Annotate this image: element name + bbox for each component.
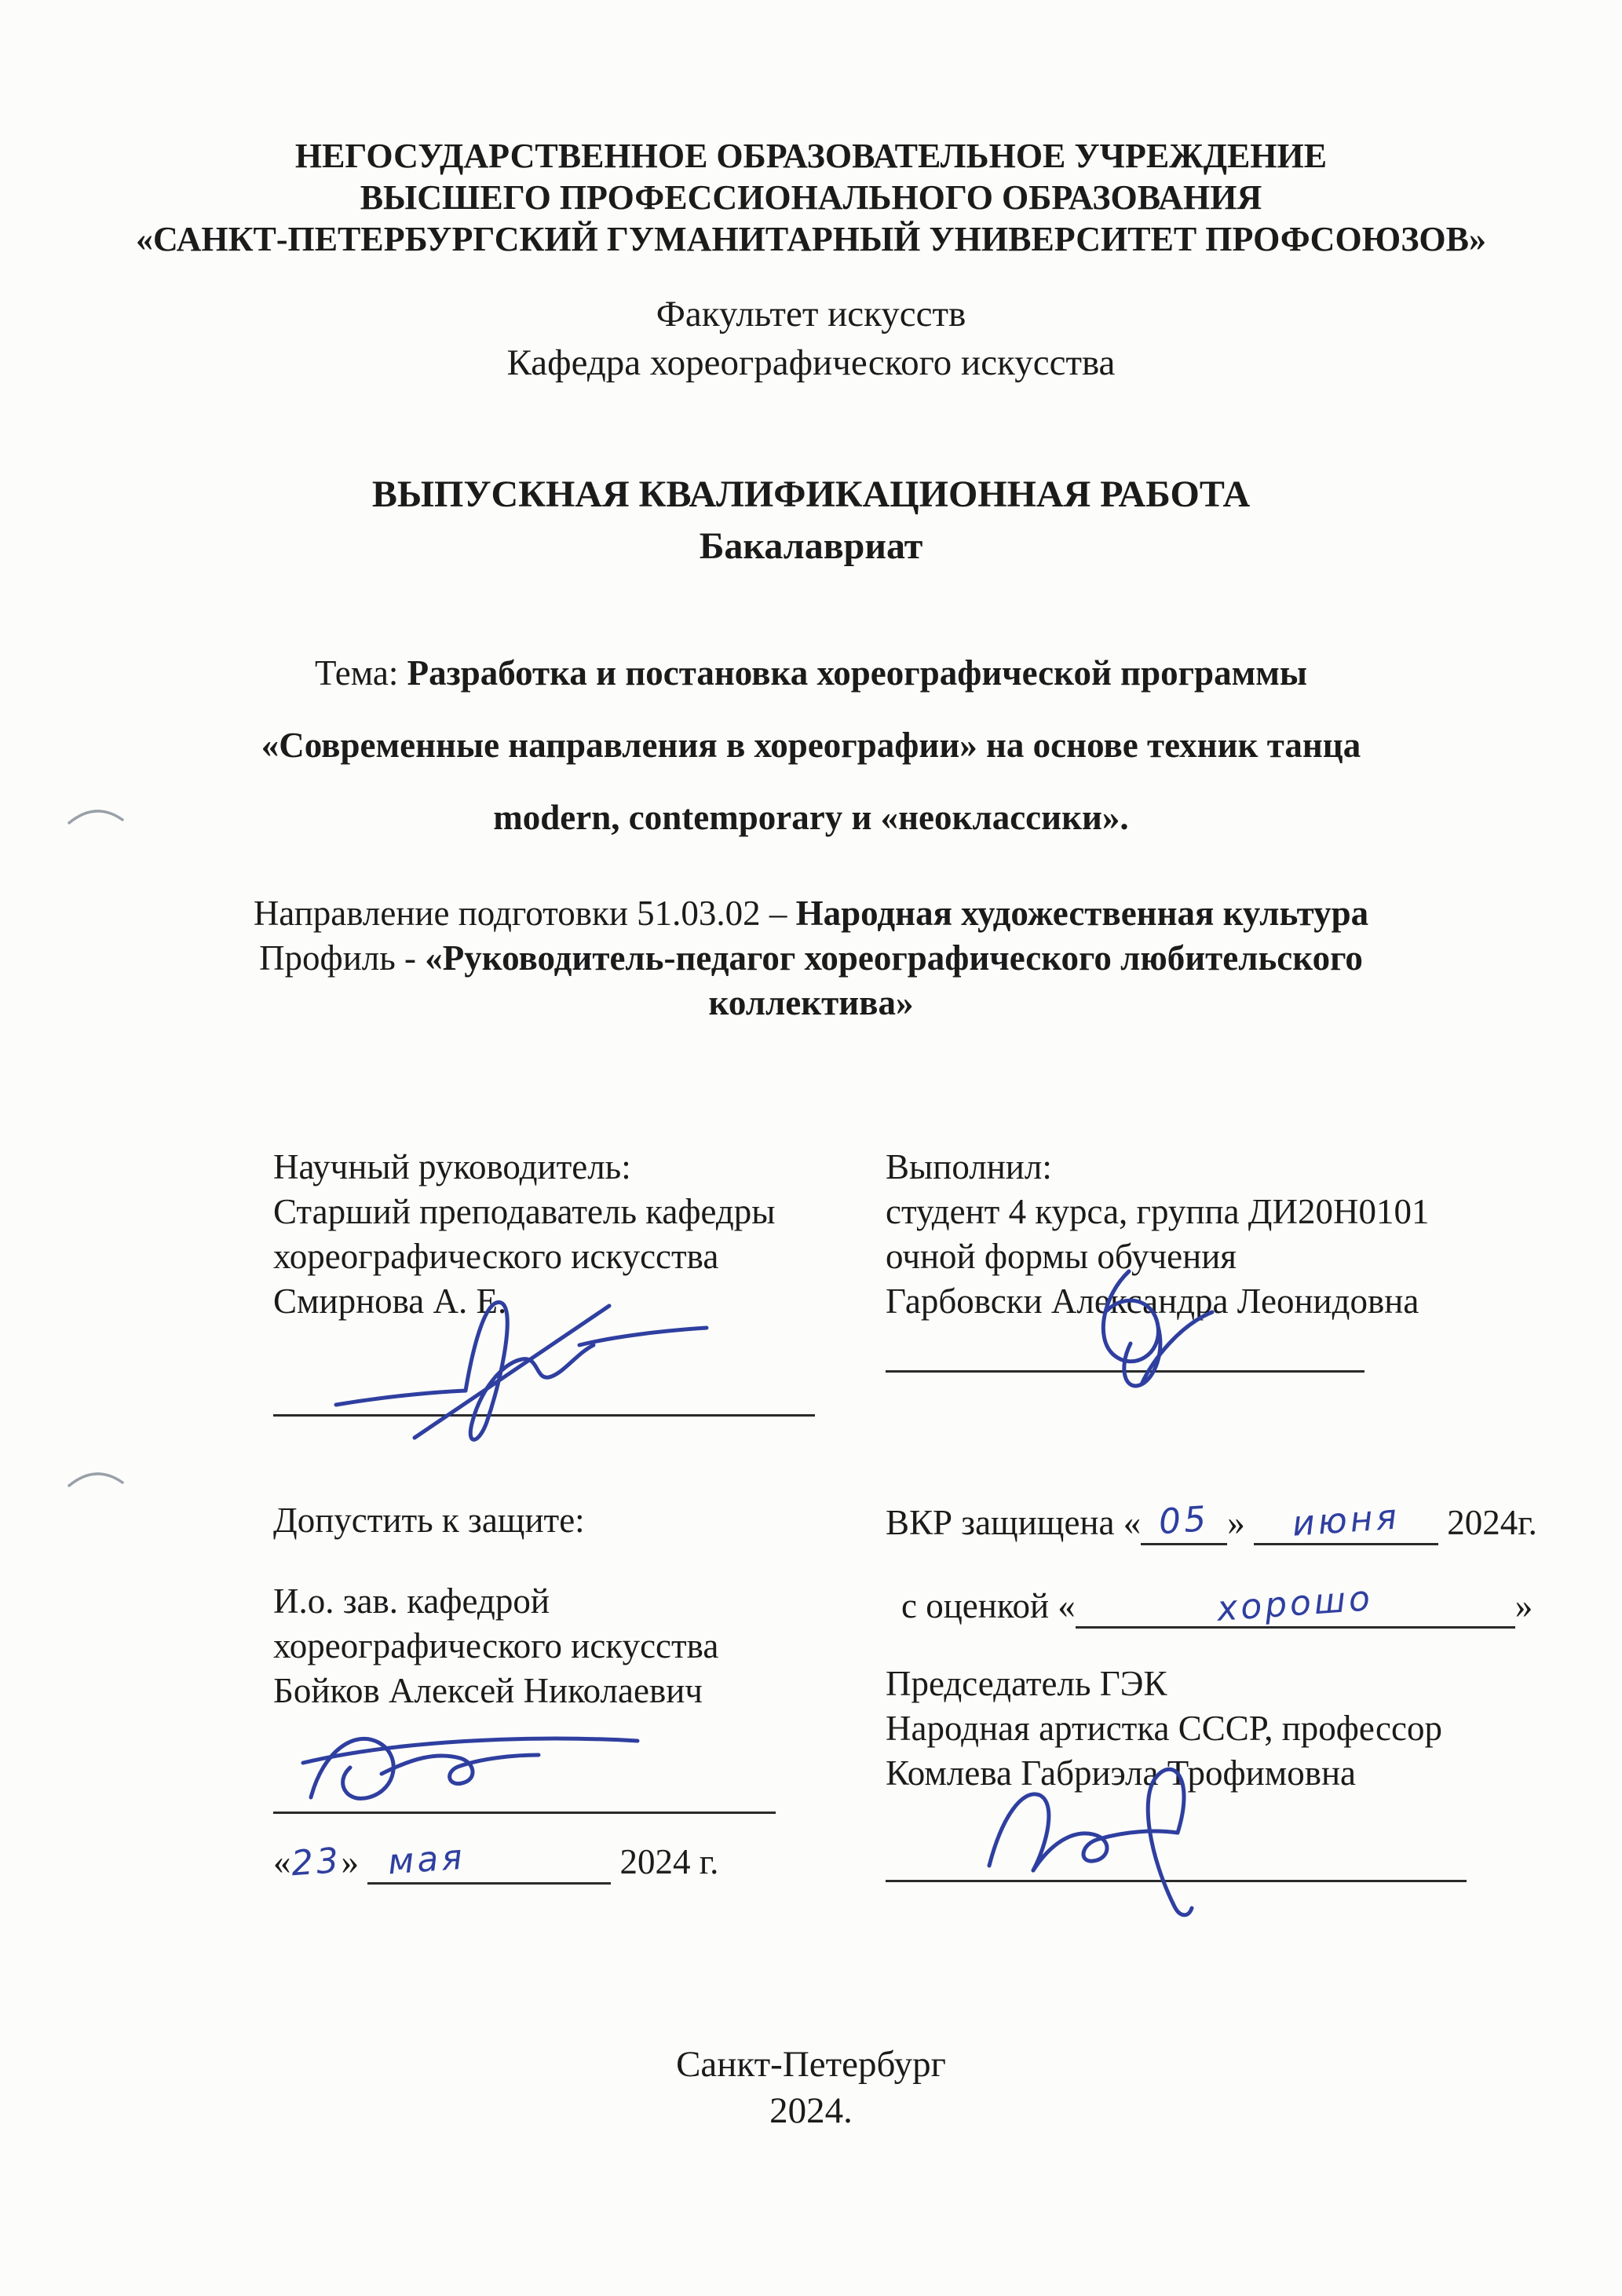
defense-column xyxy=(886,1498,1553,1885)
signatories-row-2 xyxy=(273,1497,1537,1885)
admission-position-2: хореографического искусства xyxy=(273,1626,719,1665)
admission-name: Бойков Алексей Николаевич xyxy=(273,1671,703,1710)
scan-artifact-curve xyxy=(64,1462,127,1493)
grade-value-handwritten: хорошо xyxy=(1215,1578,1375,1629)
direction-line xyxy=(94,891,1528,936)
defense-date-prefix: ВКР защищена « xyxy=(886,1503,1142,1542)
work-title-block xyxy=(0,469,1622,572)
admission-date-month-slot xyxy=(367,1837,611,1885)
defense-date-day-slot xyxy=(1141,1498,1227,1545)
admission-signature xyxy=(278,1694,659,1844)
institution-header xyxy=(86,0,1536,260)
profile-prefix: Профиль - xyxy=(259,938,426,978)
admission-column xyxy=(273,1498,886,1885)
supervisor-position-1: Старший преподаватель кафедры xyxy=(273,1192,776,1231)
quote-close: » xyxy=(1514,1586,1533,1625)
degree-level: Бакалавриат xyxy=(699,525,923,567)
grade-prefix: с оценкой « xyxy=(901,1586,1076,1625)
profile-name: «Руководитель-педагог хореографического любительского xyxy=(425,938,1363,978)
admission-title: Допустить к защите: xyxy=(273,1501,585,1540)
grade-slot xyxy=(1076,1578,1515,1629)
admission-signature-line xyxy=(273,1713,776,1814)
topic-block xyxy=(94,637,1528,854)
student-group: студент 4 курса, группа ДИ20Н0101 xyxy=(886,1192,1430,1231)
chair-signature-line xyxy=(886,1796,1467,1882)
topic-line-2: «Современные направления в хореографии» на основе техник танца xyxy=(261,726,1361,765)
admission-position-1: И.о. зав. кафедрой xyxy=(273,1581,550,1621)
admission-date-month-handwritten: мая xyxy=(386,1837,467,1883)
defense-date-month-handwritten: июня xyxy=(1291,1497,1401,1545)
admission-position-block xyxy=(273,1579,886,1713)
defense-date-line xyxy=(886,1498,1553,1545)
direction-prefix: Направление подготовки 51.03.02 – xyxy=(253,894,796,933)
supervisor-position-2: хореографического искусства xyxy=(273,1237,719,1276)
faculty-name: Факультет искусств xyxy=(656,294,966,335)
supervisor-column xyxy=(273,1145,886,1417)
defense-date-day-handwritten: 05 xyxy=(1157,1498,1211,1543)
scan-artifact-curve xyxy=(64,799,127,831)
quote-close: » xyxy=(1227,1503,1245,1542)
topic-text: Разработка и постановка хореографической программы xyxy=(407,653,1308,693)
footer-city: Санкт-Петербург xyxy=(676,2044,946,2085)
institution-line: ВЫСШЕГО ПРОФЕССИОНАЛЬНОГО ОБРАЗОВАНИЯ xyxy=(360,178,1262,217)
supervisor-signature-line xyxy=(273,1324,815,1417)
chair-title: Председатель ГЭК xyxy=(886,1664,1167,1703)
signatories-row-1 xyxy=(273,1145,1528,1417)
program-block xyxy=(94,891,1528,1026)
topic-label: Тема: xyxy=(314,653,407,693)
admission-date-day-handwritten: 23 xyxy=(289,1840,343,1885)
footer-block xyxy=(0,2042,1622,2134)
student-study-form: очной формы обучения xyxy=(886,1237,1237,1276)
quote-close: » xyxy=(341,1842,359,1881)
defense-date-month-slot xyxy=(1254,1498,1438,1545)
topic-line-3: modern, contemporary и «неоклассики». xyxy=(493,798,1129,837)
grade-line xyxy=(886,1578,1553,1629)
profile-line-2: коллектива» xyxy=(708,983,914,1022)
institution-line: НЕГОСУДАРСТВЕННОЕ ОБРАЗОВАТЕЛЬНОЕ УЧРЕЖДЕНИЕ xyxy=(294,137,1328,175)
institution-name: «САНКТ-ПЕТЕРБУРГСКИЙ ГУМАНИТАРНЫЙ УНИВЕРСИТЕТ ПРОФСОЮЗОВ» xyxy=(135,220,1487,258)
footer-year: 2024. xyxy=(769,2090,853,2131)
faculty-block xyxy=(0,290,1622,387)
chair-block xyxy=(886,1662,1553,1796)
direction-name: Народная художественная культура xyxy=(795,894,1369,933)
student-signature-line xyxy=(886,1324,1364,1373)
student-label: Выполнил: xyxy=(886,1147,1052,1186)
defense-date-year: 2024г. xyxy=(1447,1503,1537,1542)
student-name: Гарбовски Александра Леонидовна xyxy=(886,1281,1419,1321)
supervisor-name: Смирнова А. Е. xyxy=(273,1281,507,1321)
department-name: Кафедра хореографического искусства xyxy=(506,342,1116,383)
chair-honorific: Народная артистка СССР, профессор xyxy=(886,1709,1442,1748)
quote-open: « xyxy=(273,1842,291,1881)
admission-date-line xyxy=(273,1837,886,1885)
work-title: ВЫПУСКНАЯ КВАЛИФИКАЦИОННАЯ РАБОТА xyxy=(371,473,1251,515)
chair-name: Комлева Габриэла Трофимовна xyxy=(886,1753,1357,1793)
profile-line-1 xyxy=(94,936,1528,981)
supervisor-label: Научный руководитель: xyxy=(273,1147,631,1186)
student-column xyxy=(886,1145,1553,1417)
admission-date-year: 2024 г. xyxy=(619,1842,719,1881)
topic-line-1 xyxy=(94,637,1528,709)
